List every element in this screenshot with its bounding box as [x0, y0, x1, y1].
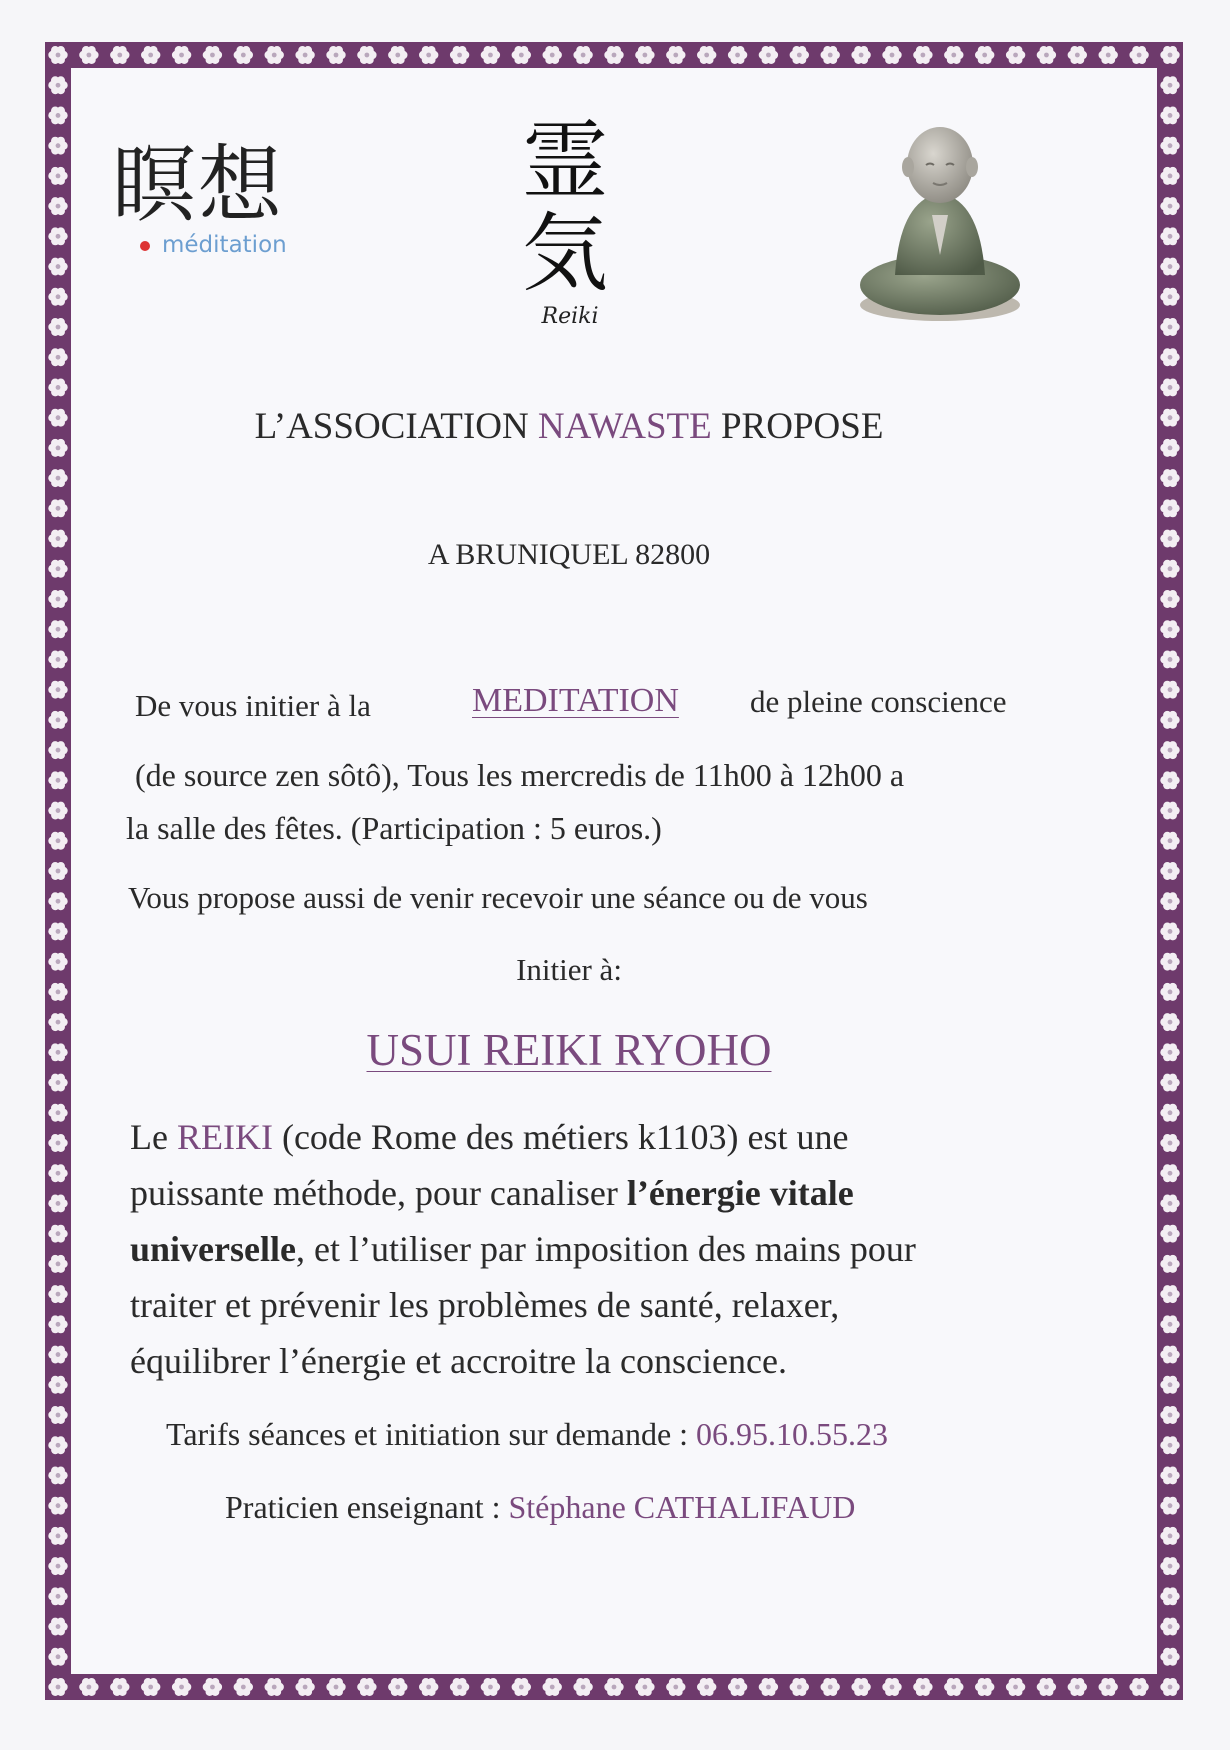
flower-icon [172, 1678, 191, 1696]
flower-icon [419, 1678, 438, 1696]
flower-icon [882, 46, 901, 64]
flower-icon [48, 1074, 67, 1092]
flower-icon [543, 46, 562, 64]
flower-icon [48, 651, 67, 669]
flower-icon [1160, 137, 1179, 155]
initier-label: Initier à: [516, 952, 622, 987]
flower-icon [1160, 1618, 1179, 1636]
flower-icon [1160, 711, 1179, 729]
flower-icon [326, 1678, 345, 1696]
flower-icon [48, 227, 67, 245]
meditation-schedule: (de source zen sôtô), Tous les mercredis de 11h00 à 12h00 a [135, 757, 905, 793]
flower-icon [265, 1678, 284, 1696]
association-title: L’ASSOCIATION NAWASTE PROPOSE [254, 406, 884, 447]
flower-icon [1160, 439, 1179, 457]
flower-icon [1160, 651, 1179, 669]
meditation-intro-post: de pleine conscience [750, 684, 1007, 719]
flower-icon [1160, 530, 1179, 548]
flower-icon [851, 1678, 870, 1696]
flower-icon [1160, 1587, 1179, 1605]
flower-icon [48, 741, 67, 759]
flower-icon [48, 1587, 67, 1605]
flower-icon [48, 76, 67, 94]
flower-icon [481, 46, 500, 64]
flower-icon [1160, 983, 1179, 1001]
flower-icon [1160, 1285, 1179, 1303]
flower-icon [604, 46, 623, 64]
flower-icon [1129, 1678, 1148, 1696]
flower-icon [295, 1678, 314, 1696]
flower-icon [48, 379, 67, 397]
flower-icon [573, 1678, 592, 1696]
flower-icon [1160, 469, 1179, 487]
flower-icon [1160, 1406, 1179, 1424]
flower-icon [1160, 167, 1179, 185]
flower-icon [48, 1315, 67, 1333]
flower-icon [48, 681, 67, 699]
flower-icon [1160, 1195, 1179, 1213]
flower-icon [48, 197, 67, 215]
meditation-intro-pre: De vous initier à la [135, 688, 371, 723]
flower-icon [1160, 1013, 1179, 1031]
flower-icon [48, 1376, 67, 1394]
flower-icon [481, 1678, 500, 1696]
flower-icon [913, 46, 932, 64]
flower-icon [1160, 1648, 1179, 1666]
reiki-heading: USUI REIKI RYOHO [366, 1025, 772, 1075]
flower-icon [357, 46, 376, 64]
flower-icon [48, 137, 67, 155]
flower-icon [1160, 258, 1179, 276]
flower-icon [1160, 1497, 1179, 1515]
flower-icon [265, 46, 284, 64]
flower-icon [1099, 1678, 1118, 1696]
flower-icon [1160, 107, 1179, 125]
flower-icon [48, 348, 67, 366]
flower-icon [48, 620, 67, 638]
flower-icon [1099, 46, 1118, 64]
flower-icon [48, 1648, 67, 1666]
flower-icon [1160, 318, 1179, 336]
flower-icon [48, 1497, 67, 1515]
flower-icon [573, 46, 592, 64]
flower-icon [1160, 1104, 1179, 1122]
reiki-keyword: REIKI [176, 1117, 273, 1157]
flower-icon [1160, 1678, 1179, 1696]
flower-icon [1160, 409, 1179, 427]
flower-icon [48, 862, 67, 880]
flower-icon [1160, 560, 1179, 578]
flower-icon [635, 46, 654, 64]
flower-icon [1160, 76, 1179, 94]
flower-icon [48, 1557, 67, 1575]
flower-icon [1160, 1074, 1179, 1092]
flower-icon [110, 46, 129, 64]
flower-icon [635, 1678, 654, 1696]
flower-icon [357, 1678, 376, 1696]
flower-icon [975, 46, 994, 64]
flower-icon [1160, 197, 1179, 215]
flower-icon [48, 1164, 67, 1182]
flower-icon [48, 46, 67, 64]
flower-icon [48, 469, 67, 487]
flower-icon [419, 46, 438, 64]
reiki-description-line-5: équilibrer l’énergie et accroitre la conscience. [130, 1341, 787, 1381]
flower-icon [1160, 1346, 1179, 1364]
reiki-description-line-4: traiter et prévenir les problèmes de santé, relaxer, [130, 1285, 840, 1325]
flower-icon [48, 167, 67, 185]
flower-icon [1006, 46, 1025, 64]
flower-icon [759, 1678, 778, 1696]
reiki-kanji-bottom: 気 [522, 204, 608, 304]
flower-icon [48, 288, 67, 306]
flower-icon [48, 711, 67, 729]
flower-icon [234, 46, 253, 64]
praticien-line: Praticien enseignant : Stéphane CATHALIFAUD [225, 1489, 856, 1525]
flower-icon [1037, 46, 1056, 64]
flower-icon [851, 46, 870, 64]
flower-icon [450, 46, 469, 64]
meditation-kanji-logo: 瞑想 [112, 136, 285, 234]
flower-icon [666, 46, 685, 64]
flower-icon [1068, 46, 1087, 64]
flower-icon [48, 1436, 67, 1454]
flower-icon [1160, 499, 1179, 517]
reiki-kanji-top: 霊 [522, 112, 608, 212]
red-dot-icon [140, 241, 150, 251]
flower-icon [141, 1678, 160, 1696]
flower-icon [1160, 1255, 1179, 1273]
reiki-description-line-3: universelle, et l’utiliser par imposition des mains pour [130, 1229, 916, 1269]
reiki-description-line-2: puissante méthode, pour canaliser l’énergie vitale [130, 1173, 854, 1213]
flower-icon [79, 46, 98, 64]
flower-icon [48, 1255, 67, 1273]
flower-icon [790, 46, 809, 64]
meditation-location-price: la salle des fêtes. (Participation : 5 euros.) [126, 810, 662, 846]
flower-icon [512, 1678, 531, 1696]
flower-icon [1006, 1678, 1025, 1696]
flower-icon [790, 1678, 809, 1696]
flower-icon [944, 46, 963, 64]
flower-icon [1160, 620, 1179, 638]
flower-icon [1160, 892, 1179, 910]
flower-icon [1129, 46, 1148, 64]
reiki-offer-line: Vous propose aussi de venir recevoir une séance ou de vous [128, 880, 868, 915]
location: A BRUNIQUEL 82800 [427, 538, 711, 571]
flower-icon [975, 1678, 994, 1696]
flower-icon [604, 1678, 623, 1696]
flower-icon [388, 46, 407, 64]
flower-icon [1160, 1467, 1179, 1485]
flower-icon [48, 1346, 67, 1364]
flower-icon [1160, 1043, 1179, 1061]
meditation-logo-label: méditation [140, 232, 287, 258]
flower-icon [203, 46, 222, 64]
flower-icon [697, 46, 716, 64]
flower-icon [1160, 771, 1179, 789]
flower-icon [1160, 1225, 1179, 1243]
flower-icon [48, 1285, 67, 1303]
flower-icon [48, 1225, 67, 1243]
flower-icon [172, 46, 191, 64]
reiki-logo-label: Reiki [541, 304, 599, 329]
flower-icon [234, 1678, 253, 1696]
flower-icon [1160, 1134, 1179, 1152]
flower-icon [48, 258, 67, 276]
flower-icon [1160, 590, 1179, 608]
flower-icon [48, 1678, 67, 1696]
flower-icon [1160, 379, 1179, 397]
tarifs-line: Tarifs séances et initiation sur demande : 06.95.10.55.23 [166, 1416, 889, 1452]
flower-icon [666, 1678, 685, 1696]
flower-icon [944, 1678, 963, 1696]
flower-icon [1068, 1678, 1087, 1696]
flower-icon [1160, 741, 1179, 759]
phone-number: 06.95.10.55.23 [696, 1416, 889, 1452]
flower-icon [728, 1678, 747, 1696]
flower-icon [48, 107, 67, 125]
flower-icon [1160, 1376, 1179, 1394]
flower-icon [728, 46, 747, 64]
flower-icon [450, 1678, 469, 1696]
flower-icon [48, 802, 67, 820]
flower-icon [1160, 1436, 1179, 1454]
flower-icon [48, 1134, 67, 1152]
praticien-name: Stéphane CATHALIFAUD [508, 1489, 856, 1525]
flower-icon [203, 1678, 222, 1696]
flower-icon [326, 46, 345, 64]
flower-icon [48, 1406, 67, 1424]
flower-icon [1160, 1164, 1179, 1182]
flower-icon [141, 46, 160, 64]
flower-icon [48, 832, 67, 850]
flower-icon [79, 1678, 98, 1696]
flower-icon [48, 923, 67, 941]
flower-icon [48, 1527, 67, 1545]
flower-icon [110, 1678, 129, 1696]
flower-icon [48, 1618, 67, 1636]
flower-icon [697, 1678, 716, 1696]
flower-icon [1160, 923, 1179, 941]
flower-icon [1160, 1527, 1179, 1545]
flower-icon [388, 1678, 407, 1696]
flower-icon [512, 46, 531, 64]
flower-icon [1160, 862, 1179, 880]
flower-icon [543, 1678, 562, 1696]
flower-icon [1160, 227, 1179, 245]
flower-icon [1160, 832, 1179, 850]
flower-icon [48, 892, 67, 910]
meditation-keyword: MEDITATION [472, 682, 679, 719]
flower-icon [821, 46, 840, 64]
flower-icon [48, 590, 67, 608]
flower-icon [48, 1104, 67, 1122]
flower-icon [1160, 46, 1179, 64]
flower-icon [1160, 1557, 1179, 1575]
flower-icon [48, 318, 67, 336]
reiki-kanji-logo [495, 112, 635, 304]
flower-icon [48, 1195, 67, 1213]
flower-icon [1160, 802, 1179, 820]
flower-icon [1037, 1678, 1056, 1696]
flower-icon [1160, 681, 1179, 699]
association-name: NAWASTE [537, 406, 712, 447]
flower-icon [48, 499, 67, 517]
flower-icon [882, 1678, 901, 1696]
flower-icon [821, 1678, 840, 1696]
flower-icon [759, 46, 778, 64]
flower-icon [1160, 348, 1179, 366]
flower-icon [48, 1467, 67, 1485]
flower-icon [48, 771, 67, 789]
flower-icon [913, 1678, 932, 1696]
reiki-description-line-1: Le REIKI (code Rome des métiers k1103) est une [130, 1117, 849, 1157]
buddha-statue-image [840, 105, 1040, 325]
flower-icon [295, 46, 314, 64]
flower-icon [1160, 953, 1179, 971]
flower-icon [1160, 1315, 1179, 1333]
flower-icon [1160, 288, 1179, 306]
